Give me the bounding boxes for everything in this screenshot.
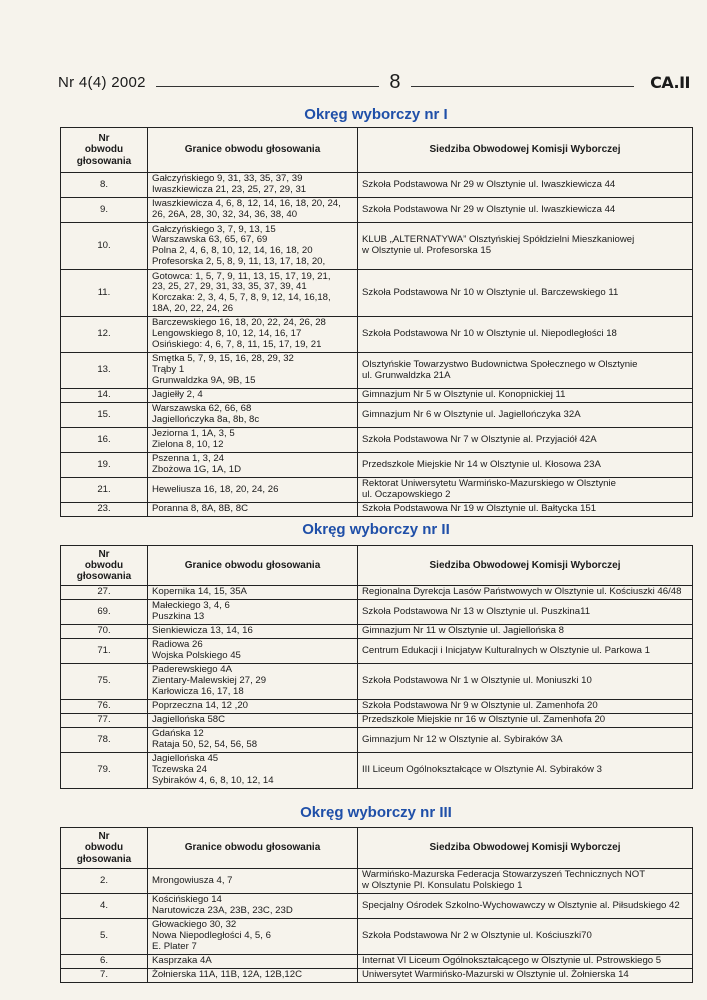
header-boundaries: Granice obwodu głosowania bbox=[148, 828, 358, 869]
district-number: 77. bbox=[61, 714, 148, 728]
district-number: 19. bbox=[61, 453, 148, 478]
table-row bbox=[61, 198, 693, 223]
boundary-line: Jagiellończyka 8a, 8b, 8c bbox=[152, 414, 260, 425]
seat-line: Uniwersytet Warmińsko-Mazurski w Olsztynie ul. Żołnierska 14 bbox=[362, 969, 629, 981]
seat-line: ul. Oczapowskiego 2 bbox=[362, 489, 451, 500]
boundary-line: Iwaszkiewicza 21, 23, 25, 27, 29, 31 bbox=[152, 184, 307, 195]
district-boundaries bbox=[148, 969, 358, 983]
table-row bbox=[61, 586, 693, 600]
boundary-line: Pszenna 1, 3, 24 bbox=[152, 453, 225, 465]
seat-line: Przedszkole Miejskie nr 16 w Olsztynie ul. Zamenhofa 20 bbox=[362, 714, 606, 726]
commission-seat bbox=[358, 478, 693, 503]
district-boundaries bbox=[148, 586, 358, 600]
commission-seat bbox=[358, 625, 693, 639]
commission-seat bbox=[358, 728, 693, 753]
boundary-line: Małeckiego 3, 4, 6 bbox=[152, 600, 230, 612]
boundary-line: Trąby 1 bbox=[152, 364, 185, 376]
table-row bbox=[61, 955, 693, 969]
boundary-line: Kopernika 14, 15, 35A bbox=[152, 586, 247, 598]
district-number: 7. bbox=[61, 969, 148, 983]
commission-seat bbox=[358, 639, 693, 664]
district-number: 5. bbox=[61, 919, 148, 955]
boundary-line: Gotowca: 1, 5, 7, 9, 11, 13, 15, 17, 19, 21, bbox=[152, 270, 331, 282]
table-row bbox=[61, 403, 693, 428]
table-row bbox=[61, 428, 693, 453]
district-boundaries bbox=[148, 317, 358, 353]
boundary-line: Grunwaldzka 9A, 9B, 15 bbox=[152, 374, 256, 386]
district-number: 70. bbox=[61, 625, 148, 639]
district-number: 71. bbox=[61, 639, 148, 664]
seat-line: Szkoła Podstawowa Nr 9 w Olsztynie ul. Zamenhofa 20 bbox=[362, 700, 598, 712]
district-number: 2. bbox=[61, 869, 148, 894]
seat-line: Szkoła Podstawowa Nr 1 w Olsztynie ul. Moniuszki 10 bbox=[362, 675, 592, 687]
seat-line: Gimnazjum Nr 6 w Olsztynie ul. Jagiellończyka 32A bbox=[362, 408, 581, 420]
table-row bbox=[61, 478, 693, 503]
commission-seat bbox=[358, 700, 693, 714]
district-boundaries bbox=[148, 919, 358, 955]
district-boundaries bbox=[148, 173, 358, 198]
district-boundaries bbox=[148, 714, 358, 728]
boundary-line: Puszkina 13 bbox=[152, 611, 205, 622]
section-title-1: Okręg wyborczy nr I bbox=[304, 106, 448, 123]
district-number: 15. bbox=[61, 403, 148, 428]
district-number: 27. bbox=[61, 586, 148, 600]
district-boundaries bbox=[148, 753, 358, 789]
district-boundaries bbox=[148, 639, 358, 664]
seat-line: Specjalny Ośrodek Szkolno-Wychowawczy w Olsztynie al. Piłsudskiego 42 bbox=[362, 899, 680, 911]
table-row bbox=[61, 714, 693, 728]
commission-seat bbox=[358, 869, 693, 894]
district-boundaries bbox=[148, 664, 358, 700]
boundary-line: Głowackiego 30, 32 bbox=[152, 919, 237, 931]
table-row bbox=[61, 664, 693, 700]
header-seat: Siedziba Obwodowej Komisji Wyborczej bbox=[358, 828, 693, 869]
commission-seat bbox=[358, 969, 693, 983]
seat-line: Gimnazjum Nr 11 w Olsztynie ul. Jagiellońska 8 bbox=[362, 625, 564, 637]
table-row bbox=[61, 453, 693, 478]
boundary-line: Gdańska 12 bbox=[152, 728, 204, 740]
district-boundaries bbox=[148, 198, 358, 223]
commission-seat bbox=[358, 389, 693, 403]
commission-seat bbox=[358, 428, 693, 453]
commission-seat bbox=[358, 586, 693, 600]
district-number: 11. bbox=[61, 270, 148, 317]
district-number: 13. bbox=[61, 353, 148, 389]
boundary-line: Narutowicza 23A, 23B, 23C, 23D bbox=[152, 905, 293, 916]
commission-seat bbox=[358, 198, 693, 223]
commission-seat bbox=[358, 753, 693, 789]
boundary-line: Sienkiewicza 13, 14, 16 bbox=[152, 625, 253, 637]
table-row bbox=[61, 753, 693, 789]
district-number: 12. bbox=[61, 317, 148, 353]
district-boundaries bbox=[148, 869, 358, 894]
boundary-line: Heweliusza 16, 18, 20, 24, 26 bbox=[152, 483, 279, 495]
district-boundaries bbox=[148, 955, 358, 969]
boundary-line: Warszawska 62, 66, 68 bbox=[152, 403, 252, 415]
district-number: 78. bbox=[61, 728, 148, 753]
district-boundaries bbox=[148, 353, 358, 389]
district-number: 23. bbox=[61, 503, 148, 517]
commission-seat bbox=[358, 955, 693, 969]
district-number: 16. bbox=[61, 428, 148, 453]
boundary-line: Osińskiego: 4, 6, 7, 8, 11, 15, 17, 19, 21 bbox=[152, 338, 322, 350]
boundary-line: Lengowskiego 8, 10, 12, 14, 16, 17 bbox=[152, 328, 302, 340]
district-table-3 bbox=[60, 827, 693, 983]
district-number: 6. bbox=[61, 955, 148, 969]
boundary-line: Zbożowa 1G, 1A, 1D bbox=[152, 464, 242, 475]
boundary-line: Gałczyńskiego 3, 7, 9, 13, 15 bbox=[152, 223, 276, 235]
table-row bbox=[61, 919, 693, 955]
commission-seat bbox=[358, 894, 693, 919]
boundary-line: Paderewskiego 4A bbox=[152, 664, 232, 676]
table-row bbox=[61, 894, 693, 919]
district-number: 76. bbox=[61, 700, 148, 714]
seat-line: Szkoła Podstawowa Nr 29 w Olsztynie ul. Iwaszkiewicza 44 bbox=[362, 203, 616, 215]
seat-line: Przedszkole Miejskie Nr 14 w Olsztynie ul. Kłosowa 23A bbox=[362, 458, 601, 470]
district-boundaries bbox=[148, 728, 358, 753]
boundary-line: 18A, 20, 22, 24, 26 bbox=[152, 302, 234, 314]
table-row bbox=[61, 173, 693, 198]
district-boundaries bbox=[148, 478, 358, 503]
boundary-line: Sybiraków 4, 6, 8, 10, 12, 14 bbox=[152, 774, 274, 786]
boundary-line: Polna 2, 4, 6, 8, 10, 12, 14, 16, 18, 20 bbox=[152, 245, 313, 256]
boundary-line: Jagiellońska 45 bbox=[152, 753, 219, 765]
boundary-line: Barczewskiego 16, 18, 20, 22, 24, 26, 28 bbox=[152, 317, 326, 329]
header-seat: Siedziba Obwodowej Komisji Wyborczej bbox=[358, 546, 693, 586]
header-number: Nr obwodu głosowania bbox=[61, 828, 148, 869]
boundary-line: 26, 26A, 28, 30, 32, 34, 36, 38, 40 bbox=[152, 209, 298, 220]
header-boundaries: Granice obwodu głosowania bbox=[148, 546, 358, 586]
commission-seat bbox=[358, 453, 693, 478]
boundary-line: Iwaszkiewicza 4, 6, 8, 12, 14, 16, 18, 20, 24, bbox=[152, 198, 341, 210]
district-boundaries bbox=[148, 270, 358, 317]
commission-seat bbox=[358, 353, 693, 389]
boundary-line: E. Plater 7 bbox=[152, 940, 197, 952]
boundary-line: Kościńskiego 14 bbox=[152, 894, 222, 906]
section-title-3: Okręg wyborczy nr III bbox=[300, 804, 452, 821]
district-table-1 bbox=[60, 127, 693, 517]
seat-line: Szkoła Podstawowa Nr 19 w Olsztynie ul. Bałtycka 151 bbox=[362, 503, 597, 515]
district-boundaries bbox=[148, 894, 358, 919]
boundary-line: Jagiełły 2, 4 bbox=[152, 389, 203, 401]
seat-line: Centrum Edukacji i Inicjatyw Kulturalnych w Olsztynie ul. Parkowa 1 bbox=[362, 644, 650, 656]
district-boundaries bbox=[148, 403, 358, 428]
district-boundaries bbox=[148, 453, 358, 478]
boundary-line: 23, 25, 27, 29, 31, 33, 35, 37, 39, 41 bbox=[152, 281, 307, 293]
boundary-line: Kasprzaka 4A bbox=[152, 955, 212, 967]
seat-line: Szkoła Podstawowa Nr 10 w Olsztynie ul. Niepodległości 18 bbox=[362, 328, 617, 340]
commission-seat bbox=[358, 664, 693, 700]
seat-line: Szkoła Podstawowa Nr 29 w Olsztynie ul. Iwaszkiewicza 44 bbox=[362, 178, 616, 190]
boundary-line: Radiowa 26 bbox=[152, 639, 203, 651]
district-boundaries bbox=[148, 428, 358, 453]
seat-line: Szkoła Podstawowa Nr 13 w Olsztynie ul. Puszkina11 bbox=[362, 605, 591, 617]
boundary-line: Rataja 50, 52, 54, 56, 58 bbox=[152, 739, 258, 750]
header-rule-left bbox=[156, 86, 380, 87]
district-number: 14. bbox=[61, 389, 148, 403]
header-seat: Siedziba Obwodowej Komisji Wyborczej bbox=[358, 128, 693, 173]
district-boundaries bbox=[148, 625, 358, 639]
publication-logo: CA.II bbox=[650, 72, 690, 92]
seat-line: Warmińsko-Mazurska Federacja Stowarzyszeń Technicznych NOT bbox=[362, 869, 646, 881]
commission-seat bbox=[358, 403, 693, 428]
seat-line: w Olsztynie Pl. Konsulatu Polskiego 1 bbox=[362, 880, 523, 891]
commission-seat bbox=[358, 270, 693, 317]
boundary-line: Karłowicza 16, 17, 18 bbox=[152, 685, 244, 697]
table-row bbox=[61, 969, 693, 983]
district-number: 69. bbox=[61, 600, 148, 625]
boundary-line: Jeziorna 1, 1A, 3, 5 bbox=[152, 428, 235, 440]
boundary-line: Wojska Polskiego 45 bbox=[152, 650, 241, 661]
boundary-line: Gałczyńskiego 9, 31, 33, 35, 37, 39 bbox=[152, 173, 303, 185]
seat-line: Szkoła Podstawowa Nr 7 w Olsztynie al. Przyjaciół 42A bbox=[362, 433, 597, 445]
seat-line: Szkoła Podstawowa Nr 2 w Olsztynie ul. Kościuszki70 bbox=[362, 930, 592, 942]
seat-line: Regionalna Dyrekcja Lasów Państwowych w Olsztynie ul. Kościuszki 46/48 bbox=[362, 586, 682, 598]
boundary-line: Poprzeczna 14, 12 ,20 bbox=[152, 700, 249, 712]
district-number: 79. bbox=[61, 753, 148, 789]
table-row bbox=[61, 869, 693, 894]
district-number: 9. bbox=[61, 198, 148, 223]
seat-line: III Liceum Ogólnokształcące w Olsztynie Al. Sybiraków 3 bbox=[362, 764, 602, 776]
boundary-line: Smętka 5, 7, 9, 15, 16, 28, 29, 32 bbox=[152, 353, 294, 365]
district-boundaries bbox=[148, 389, 358, 403]
seat-line: KLUB „ALTERNATYWA” Olsztyńskiej Spółdzielni Mieszkaniowej bbox=[362, 234, 635, 246]
boundary-line: Jagiellońska 58C bbox=[152, 714, 226, 726]
table-row bbox=[61, 353, 693, 389]
district-boundaries bbox=[148, 700, 358, 714]
table-row bbox=[61, 270, 693, 317]
district-number: 10. bbox=[61, 223, 148, 270]
district-number: 8. bbox=[61, 173, 148, 198]
district-table-2 bbox=[60, 545, 693, 789]
boundary-line: Zielona 8, 10, 12 bbox=[152, 439, 224, 450]
seat-line: Gimnazjum Nr 12 w Olsztynie al. Sybiraków 3A bbox=[362, 733, 563, 745]
commission-seat bbox=[358, 919, 693, 955]
boundary-line: Tczewska 24 bbox=[152, 764, 207, 776]
header-boundaries: Granice obwodu głosowania bbox=[148, 128, 358, 173]
district-number: 21. bbox=[61, 478, 148, 503]
table-row bbox=[61, 389, 693, 403]
boundary-line: Nowa Niepodległości 4, 5, 6 bbox=[152, 930, 271, 942]
seat-line: Szkoła Podstawowa Nr 10 w Olsztynie ul. Barczewskiego 11 bbox=[362, 286, 619, 298]
boundary-line: Żołnierska 11A, 11B, 12A, 12B,12C bbox=[152, 969, 303, 981]
seat-line: Gimnazjum Nr 5 w Olsztynie ul. Konopnickiej 11 bbox=[362, 389, 566, 401]
district-number: 4. bbox=[61, 894, 148, 919]
seat-line: Internat VI Liceum Ogólnokształcącego w Olsztynie ul. Pstrowskiego 5 bbox=[362, 955, 662, 967]
commission-seat bbox=[358, 503, 693, 517]
boundary-line: Warszawska 63, 65, 67, 69 bbox=[152, 234, 268, 246]
header-number: Nr obwodu głosowania bbox=[61, 128, 148, 173]
seat-line: Olsztyńskie Towarzystwo Budownictwa Społecznego w Olsztynie bbox=[362, 358, 638, 370]
district-boundaries bbox=[148, 503, 358, 517]
table-row bbox=[61, 700, 693, 714]
table-row bbox=[61, 625, 693, 639]
commission-seat bbox=[358, 317, 693, 353]
table-row bbox=[61, 600, 693, 625]
commission-seat bbox=[358, 223, 693, 270]
commission-seat bbox=[358, 600, 693, 625]
boundary-line: Poranna 8, 8A, 8B, 8C bbox=[152, 503, 248, 515]
district-boundaries bbox=[148, 600, 358, 625]
district-boundaries bbox=[148, 223, 358, 270]
district-number: 75. bbox=[61, 664, 148, 700]
page-header bbox=[58, 70, 690, 94]
commission-seat bbox=[358, 714, 693, 728]
seat-line: ul. Grunwaldzka 21A bbox=[362, 369, 451, 381]
header-rule-right bbox=[411, 86, 635, 87]
seat-line: w Olsztynie ul. Profesorska 15 bbox=[362, 245, 492, 256]
boundary-line: Korczaka: 2, 3, 4, 5, 7, 8, 9, 12, 14, 16,18, bbox=[152, 292, 331, 303]
seat-line: Rektorat Uniwersytetu Warmińsko-Mazurskiego w Olsztynie bbox=[362, 478, 616, 490]
table-row bbox=[61, 728, 693, 753]
page-number: 8 bbox=[389, 70, 401, 93]
issue-number: Nr 4(4) 2002 bbox=[58, 73, 146, 91]
boundary-line: Zientary-Malewskiej 27, 29 bbox=[152, 675, 267, 687]
table-row bbox=[61, 503, 693, 517]
table-row bbox=[61, 317, 693, 353]
commission-seat bbox=[358, 173, 693, 198]
table-row bbox=[61, 223, 693, 270]
section-title-2: Okręg wyborczy nr II bbox=[302, 521, 450, 538]
header-number: Nr obwodu głosowania bbox=[61, 546, 148, 586]
boundary-line: Mrongowiusza 4, 7 bbox=[152, 874, 233, 886]
table-row bbox=[61, 639, 693, 664]
boundary-line: Profesorska 2, 5, 8, 9, 11, 13, 17, 18, 20, bbox=[152, 255, 326, 267]
